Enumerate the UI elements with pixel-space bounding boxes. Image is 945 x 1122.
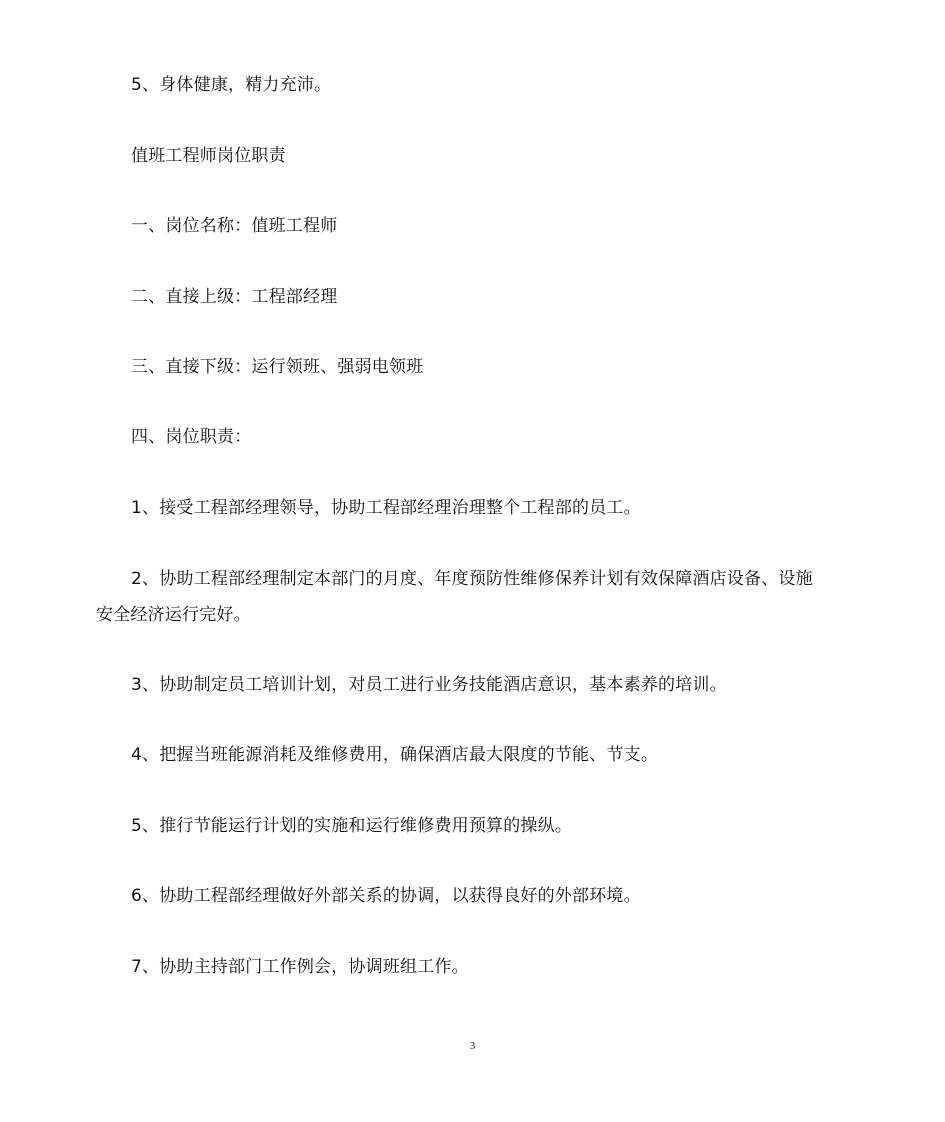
responsibility-item-7: 7、协助主持部门工作例会，协调班组工作。 <box>131 957 469 977</box>
responsibility-item-2-continued: 安全经济运行完好。 <box>96 605 251 625</box>
paragraph-direct-subordinate: 三、直接下级：运行领班、强弱电领班 <box>131 357 424 377</box>
responsibility-item-1: 1、接受工程部经理领导，协助工程部经理治理整个工程部的员工。 <box>131 498 641 518</box>
responsibility-item-6: 6、协助工程部经理做好外部关系的协调，以获得良好的外部环境。 <box>131 886 641 906</box>
responsibility-item-4: 4、把握当班能源消耗及维修费用，确保酒店最大限度的节能、节支。 <box>131 745 659 765</box>
section-title: 值班工程师岗位职责 <box>131 146 286 166</box>
paragraph-position-name: 一、岗位名称：值班工程师 <box>131 216 338 236</box>
paragraph-direct-superior: 二、直接上级：工程部经理 <box>131 287 338 307</box>
page-number: 3 <box>469 1040 476 1052</box>
paragraph-health: 5、身体健康，精力充沛。 <box>131 75 332 95</box>
paragraph-responsibilities-heading: 四、岗位职责： <box>131 427 252 447</box>
responsibility-item-5: 5、推行节能运行计划的实施和运行维修费用预算的操纵。 <box>131 816 573 836</box>
responsibility-item-3: 3、协助制定员工培训计划，对员工进行业务技能酒店意识，基本素养的培训。 <box>131 675 727 695</box>
responsibility-item-2: 2、协助工程部经理制定本部门的月度、年度预防性维修保养计划有效保障酒店设备、设施 <box>131 569 813 589</box>
